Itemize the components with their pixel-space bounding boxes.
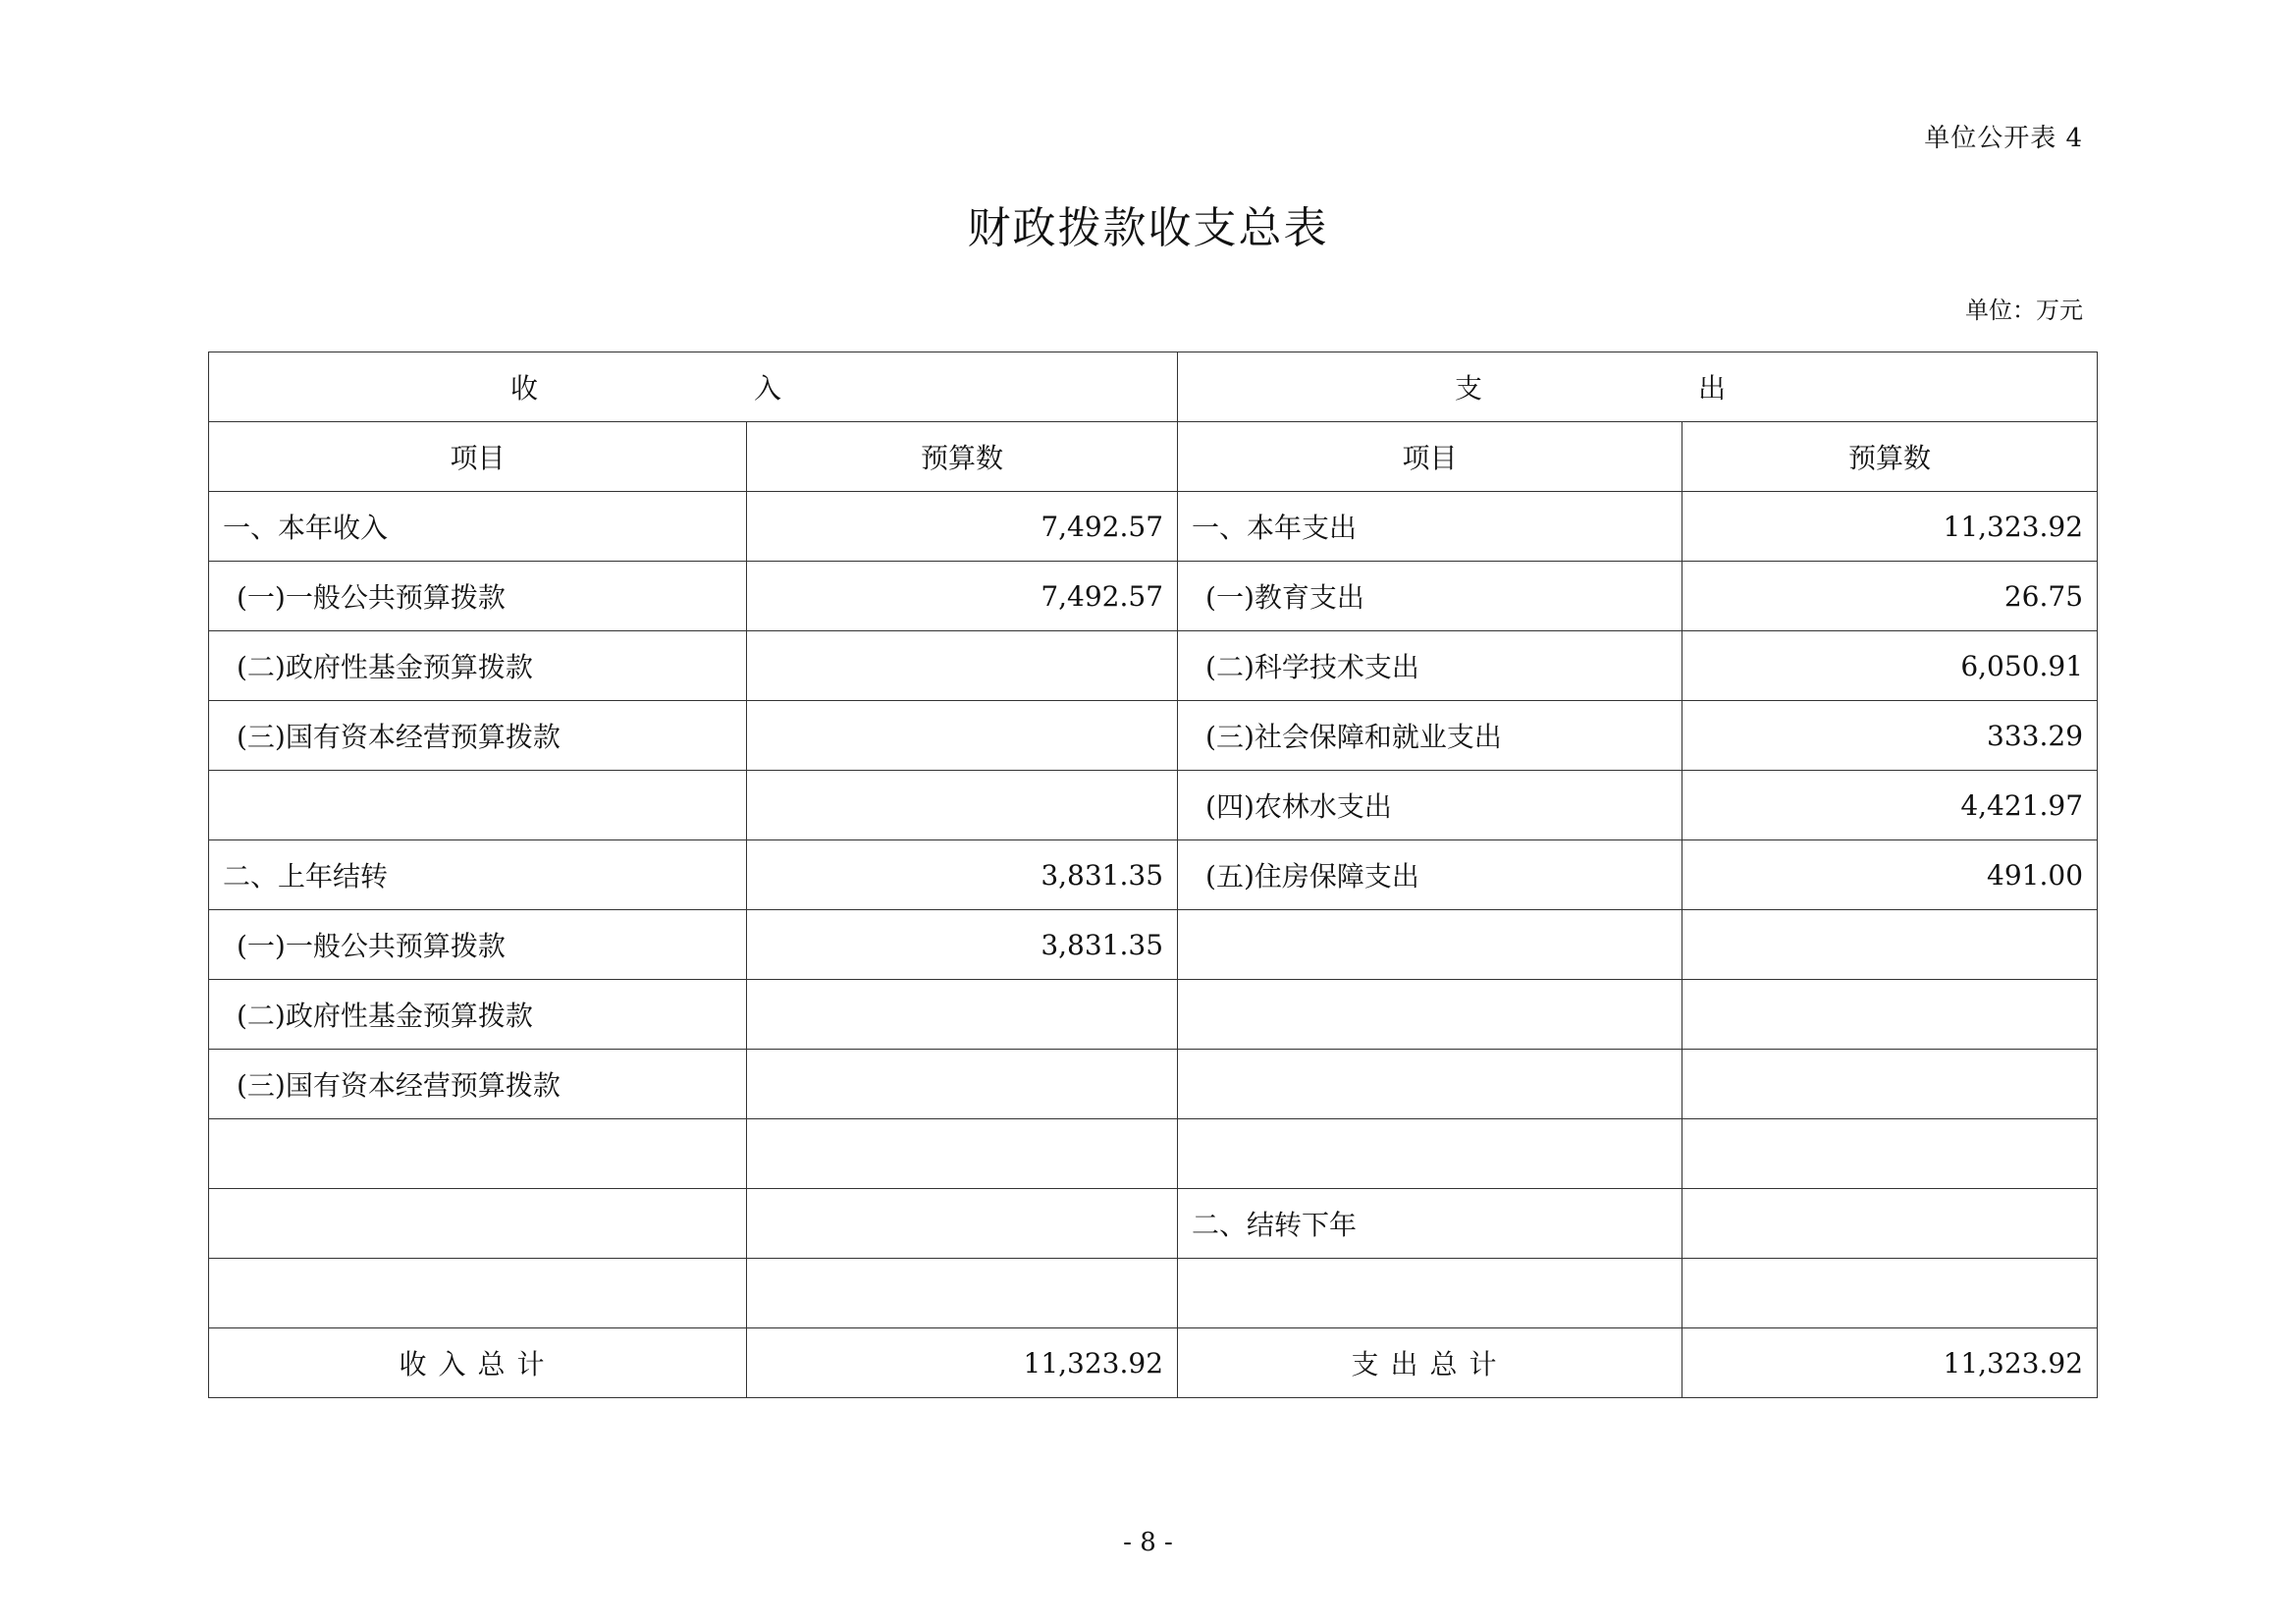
table-row [209, 910, 2098, 980]
expense-item: (四)农林水支出 [1178, 771, 1682, 840]
income-item: (三)国有资本经营预算拨款 [209, 701, 747, 771]
income-value [747, 1259, 1178, 1328]
income-value: 7,492.57 [747, 492, 1178, 562]
table-row [209, 631, 2098, 701]
income-item [209, 1259, 747, 1328]
expense-value [1682, 1050, 2098, 1119]
income-value [747, 980, 1178, 1050]
table-row [209, 840, 2098, 910]
page-title: 财政拨款收支总表 [967, 203, 1329, 253]
expense-item: (三)社会保障和就业支出 [1178, 701, 1682, 771]
expense-total-label: 支出总计 [1178, 1328, 1682, 1398]
income-item: (二)政府性基金预算拨款 [209, 980, 747, 1050]
income-value [747, 1119, 1178, 1189]
income-item: (一)一般公共预算拨款 [209, 910, 747, 980]
expense-item [1178, 1119, 1682, 1189]
income-value: 7,492.57 [747, 562, 1178, 631]
income-total-value: 11,323.92 [747, 1328, 1178, 1398]
page-number: - 8 - [1123, 1528, 1173, 1557]
table-row [209, 771, 2098, 840]
income-item: (二)政府性基金预算拨款 [209, 631, 747, 701]
column-header-row [209, 422, 2098, 492]
table-row [209, 562, 2098, 631]
expense-item: (一)教育支出 [1178, 562, 1682, 631]
expense-value [1682, 910, 2098, 980]
income-value [747, 1189, 1178, 1259]
income-value: 3,831.35 [747, 840, 1178, 910]
budget-table [208, 352, 2098, 1398]
income-item-header: 项目 [209, 422, 747, 492]
expense-value: 11,323.92 [1682, 492, 2098, 562]
expense-value: 491.00 [1682, 840, 2098, 910]
income-value [747, 771, 1178, 840]
total-row [209, 1328, 2098, 1398]
expense-item [1178, 1050, 1682, 1119]
income-item [209, 771, 747, 840]
expense-budget-header: 预算数 [1682, 422, 2098, 492]
expense-item-header: 项目 [1178, 422, 1682, 492]
unit-label: 单位：万元 [1965, 297, 2083, 324]
expense-value: 26.75 [1682, 562, 2098, 631]
income-value [747, 1050, 1178, 1119]
expense-value: 4,421.97 [1682, 771, 2098, 840]
expense-item: (二)科学技术支出 [1178, 631, 1682, 701]
expense-total-value: 11,323.92 [1682, 1328, 2098, 1398]
table-row [209, 1119, 2098, 1189]
table-row [209, 1189, 2098, 1259]
table-row [209, 980, 2098, 1050]
expense-item: 二、结转下年 [1178, 1189, 1682, 1259]
table-row [209, 1050, 2098, 1119]
income-value [747, 701, 1178, 771]
table-row [209, 1259, 2098, 1328]
table-row [209, 492, 2098, 562]
expense-value [1682, 1259, 2098, 1328]
expense-item [1178, 1259, 1682, 1328]
income-value [747, 631, 1178, 701]
expense-item: 一、本年支出 [1178, 492, 1682, 562]
table-row [209, 701, 2098, 771]
income-header: 收 入 [209, 352, 1178, 422]
income-budget-header: 预算数 [747, 422, 1178, 492]
income-item: 二、上年结转 [209, 840, 747, 910]
income-item: 一、本年收入 [209, 492, 747, 562]
expense-value: 6,050.91 [1682, 631, 2098, 701]
expense-item [1178, 980, 1682, 1050]
expense-item [1178, 910, 1682, 980]
income-item [209, 1119, 747, 1189]
expense-header: 支 出 [1178, 352, 2098, 422]
income-item: (一)一般公共预算拨款 [209, 562, 747, 631]
expense-value [1682, 1119, 2098, 1189]
expense-value [1682, 1189, 2098, 1259]
income-item [209, 1189, 747, 1259]
income-item: (三)国有资本经营预算拨款 [209, 1050, 747, 1119]
expense-item: (五)住房保障支出 [1178, 840, 1682, 910]
form-code: 单位公开表 4 [1924, 124, 2083, 153]
expense-value [1682, 980, 2098, 1050]
section-header-row [209, 352, 2098, 422]
income-total-label: 收入总计 [209, 1328, 747, 1398]
income-value: 3,831.35 [747, 910, 1178, 980]
expense-value: 333.29 [1682, 701, 2098, 771]
